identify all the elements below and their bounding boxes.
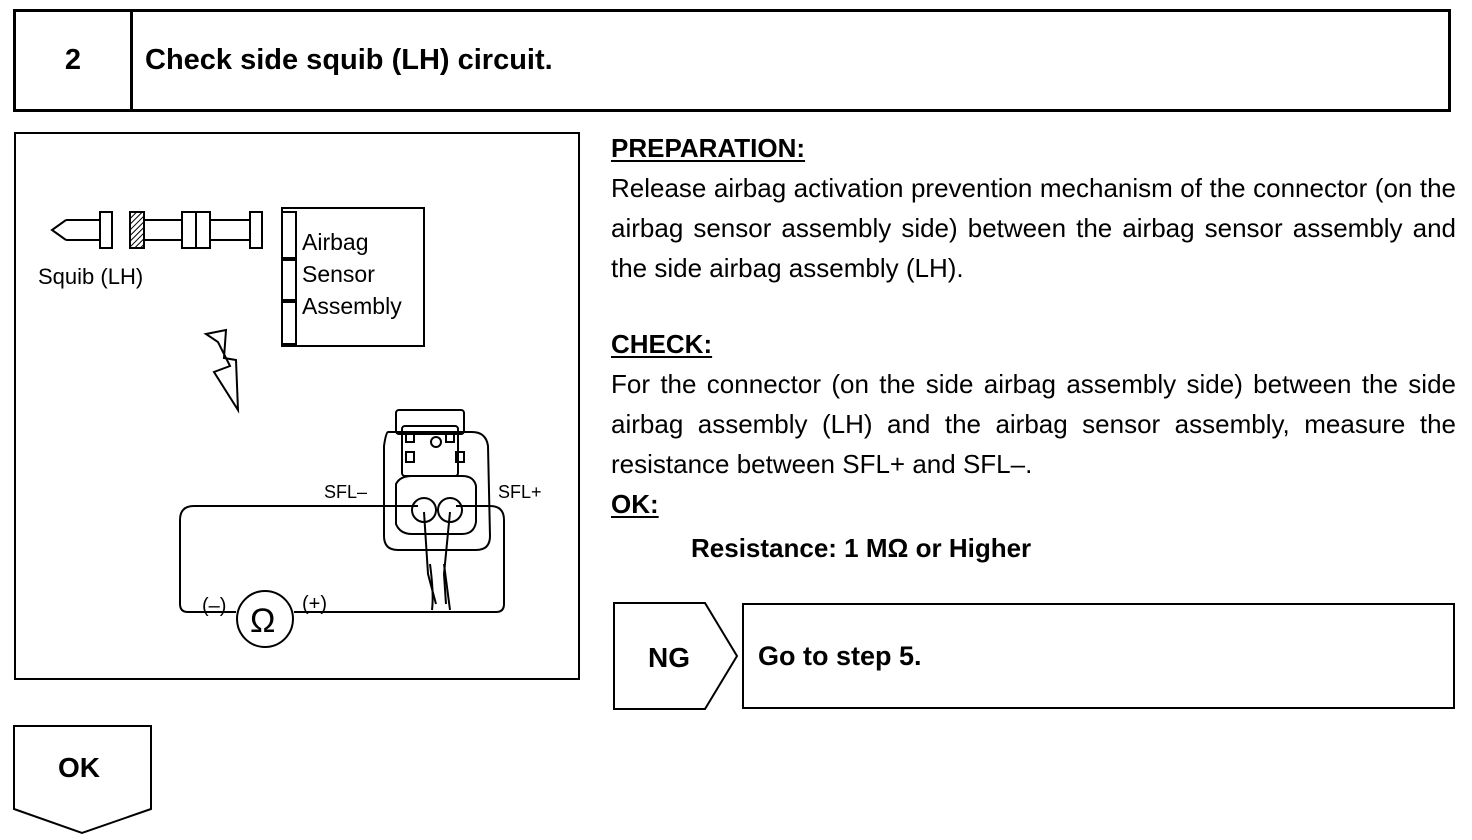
step-number: 2 (16, 12, 133, 109)
squib-connector-1 (100, 212, 112, 248)
terminal-plus-label: SFL+ (498, 482, 542, 502)
down-arrow-icon (206, 330, 238, 410)
step-title: Check side squib (LH) circuit. (145, 44, 553, 76)
meter-positive-label: (+) (302, 593, 327, 615)
squib-tip (52, 220, 66, 240)
meter-negative-label: (–) (202, 595, 227, 617)
ng-label: NG (648, 642, 690, 673)
squib-label: Squib (LH) (38, 264, 144, 289)
sensor-label-1: Airbag (302, 229, 369, 255)
ok-label: OK: (611, 489, 659, 519)
sensor-label-3: Assembly (302, 293, 402, 319)
step-header (13, 9, 1451, 112)
check-label: CHECK: (611, 329, 713, 359)
ok-branch-label: OK (58, 752, 100, 783)
resistance-spec: Resistance: 1 MΩ or Higher (691, 533, 1032, 563)
instructions (611, 128, 1456, 568)
terminal-minus-label: SFL– (324, 482, 368, 502)
sensor-label-2: Sensor (302, 261, 375, 287)
check-text: For the connector (on the side airbag assembly side) between the side airbag assembly (LH) and the airbag sensor assembly, measure the resistance between SFL+ and SFL–. (611, 369, 1456, 479)
circuit-diagram (16, 134, 582, 682)
preparation-text: Release airbag activation prevention mechanism of the connector (on the airbag sensor assembly side) between the airbag sensor assembly and the side airbag assembly (LH). (611, 173, 1456, 283)
squib-connector-hatched (130, 212, 144, 248)
ng-action-text: Go to step 5. (758, 640, 922, 671)
connector-body (384, 432, 490, 550)
ohm-symbol: Ω (250, 602, 276, 640)
preparation-label: PREPARATION: (611, 133, 806, 163)
ng-action-box (742, 603, 1455, 709)
illustration-figure (14, 132, 580, 680)
